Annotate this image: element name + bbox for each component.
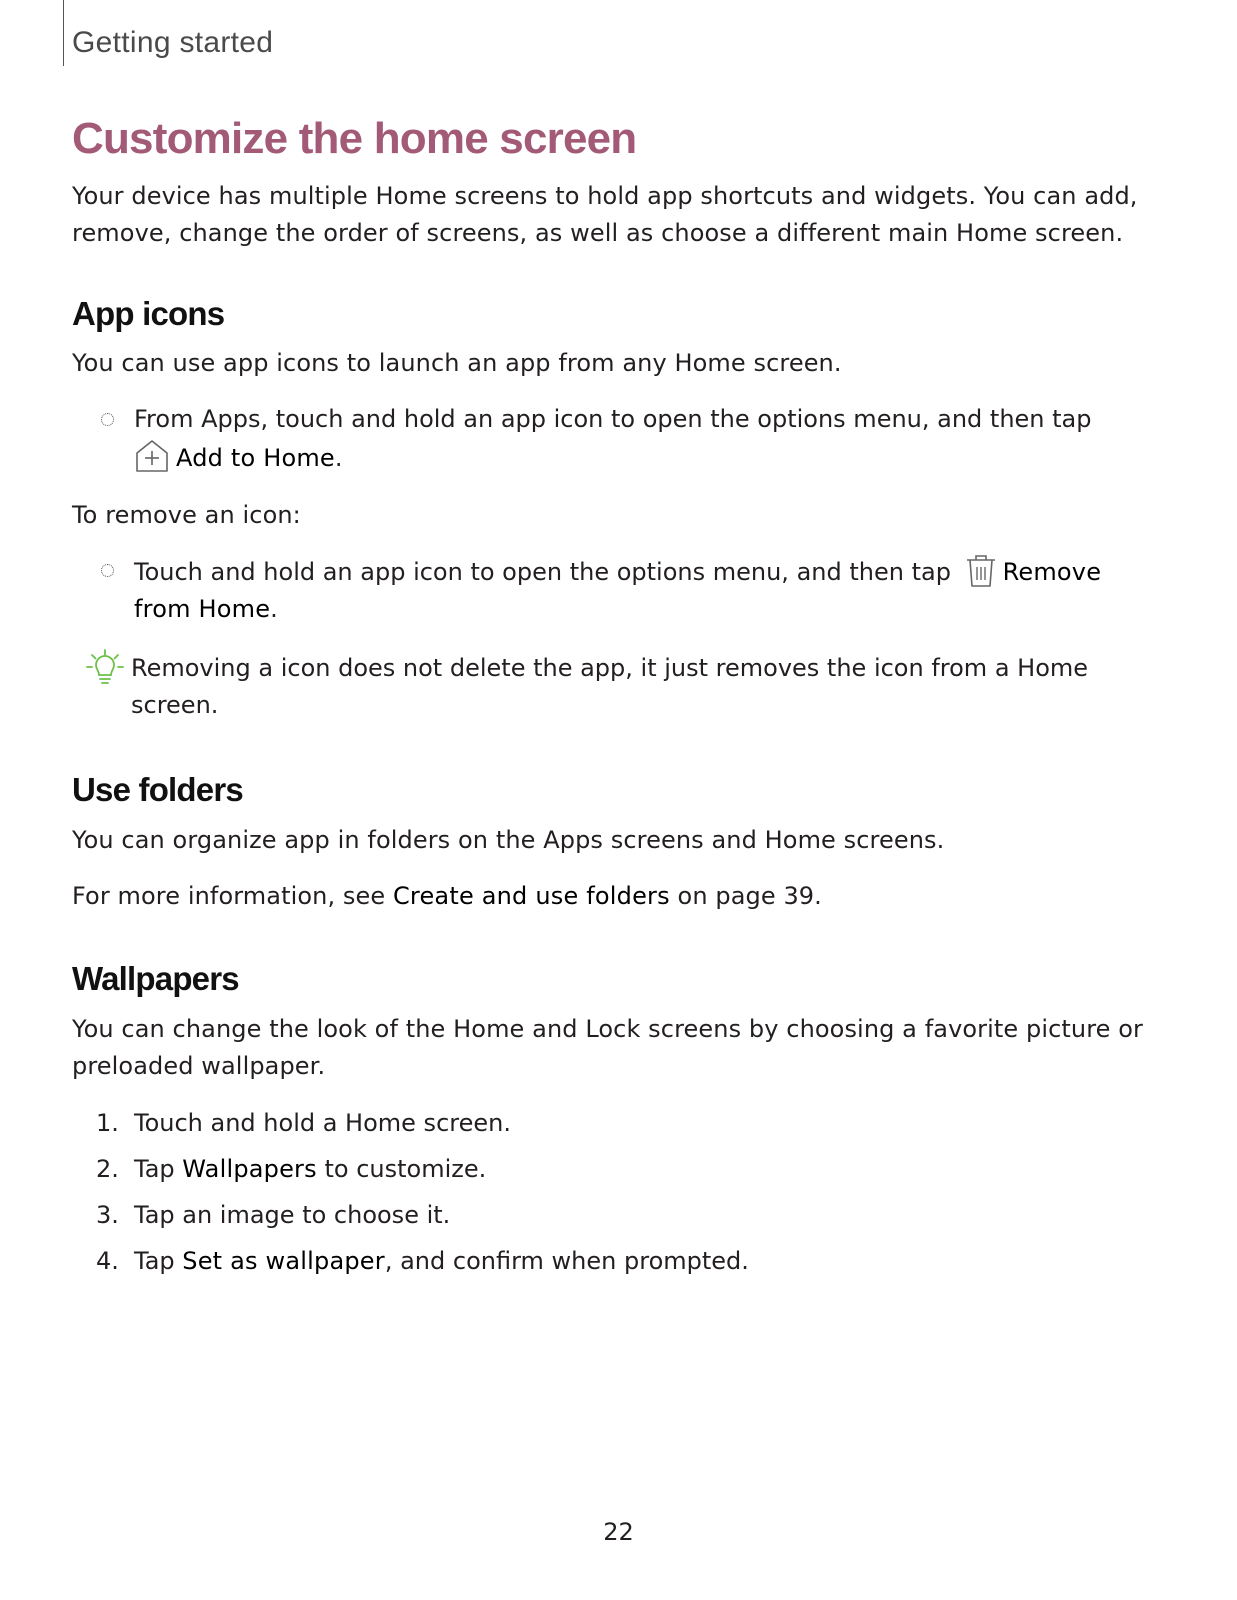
bullet-marker — [101, 564, 114, 577]
lightbulb-icon — [86, 648, 124, 686]
step-text-end: , and confirm when prompted. — [384, 1247, 749, 1275]
bullet-remove-end: . — [270, 595, 278, 623]
step-number: 3. — [96, 1201, 119, 1229]
page-title: Customize the home screen — [72, 114, 637, 163]
create-folders-link[interactable]: Create and use folders — [392, 882, 670, 910]
step-number: 2. — [96, 1155, 119, 1183]
set-as-wallpaper-option: Set as wallpaper — [182, 1247, 385, 1275]
step-text: Tap — [134, 1155, 175, 1183]
more-info-prefix: For more information, see — [72, 882, 386, 910]
app-icons-intro: You can use app icons to launch an app from any Home screen. — [72, 349, 842, 377]
step-text: Tap an image to choose it. — [134, 1201, 451, 1229]
intro-paragraph: Your device has multiple Home screens to hold app shortcuts and widgets. You can add, remove, change the order of screens, as well as choose a different main Home screen. — [72, 182, 1138, 247]
step-text: Tap — [134, 1247, 175, 1275]
bullet-add-text: From Apps, touch and hold an app icon to open the options menu, and then tap — [134, 405, 1092, 433]
wallpapers-option: Wallpapers — [182, 1155, 317, 1183]
header-rule — [63, 0, 64, 66]
heading-wallpapers: Wallpapers — [72, 960, 239, 997]
step-number: 1. — [96, 1109, 119, 1137]
step-item — [72, 1100, 1152, 1146]
more-info-suffix: on page 39. — [677, 882, 822, 910]
folders-more-info — [72, 878, 1152, 915]
step-text: Touch and hold a Home screen. — [134, 1109, 511, 1137]
bullet-remove-text: Touch and hold an app icon to open the options menu, and then tap — [134, 558, 951, 586]
wallpapers-intro: You can change the look of the Home and Lock screens by choosing a favorite picture or preloaded wallpaper. — [72, 1015, 1144, 1080]
bullet-remove-from-home — [72, 552, 1152, 628]
add-to-home-label: Add to Home — [176, 444, 335, 472]
heading-app-icons: App icons — [72, 295, 225, 332]
add-to-home-icon — [134, 438, 170, 474]
step-item — [72, 1192, 1152, 1238]
use-folders-intro: You can organize app in folders on the Apps screens and Home screens. — [72, 826, 945, 854]
step-text-end: to customize. — [324, 1155, 487, 1183]
tip-text: Removing a icon does not delete the app, it just removes the icon from a Home screen. — [131, 654, 1089, 719]
bullet-add-to-home — [72, 401, 1152, 477]
tip-note — [72, 650, 1152, 724]
step-item — [72, 1146, 1152, 1192]
trash-icon — [963, 552, 999, 588]
page-content — [72, 112, 1152, 1284]
remove-from-home-label: Remove from Home — [134, 558, 1102, 623]
bullet-add-end: . — [334, 444, 343, 472]
page-number: 22 — [603, 1518, 634, 1546]
step-item — [72, 1238, 1152, 1284]
step-number: 4. — [96, 1247, 119, 1275]
bullet-marker — [101, 413, 114, 426]
heading-use-folders: Use folders — [72, 771, 243, 808]
section-label: Getting started — [72, 26, 274, 59]
wallpaper-steps — [72, 1100, 1152, 1284]
remove-intro: To remove an icon: — [72, 501, 301, 529]
